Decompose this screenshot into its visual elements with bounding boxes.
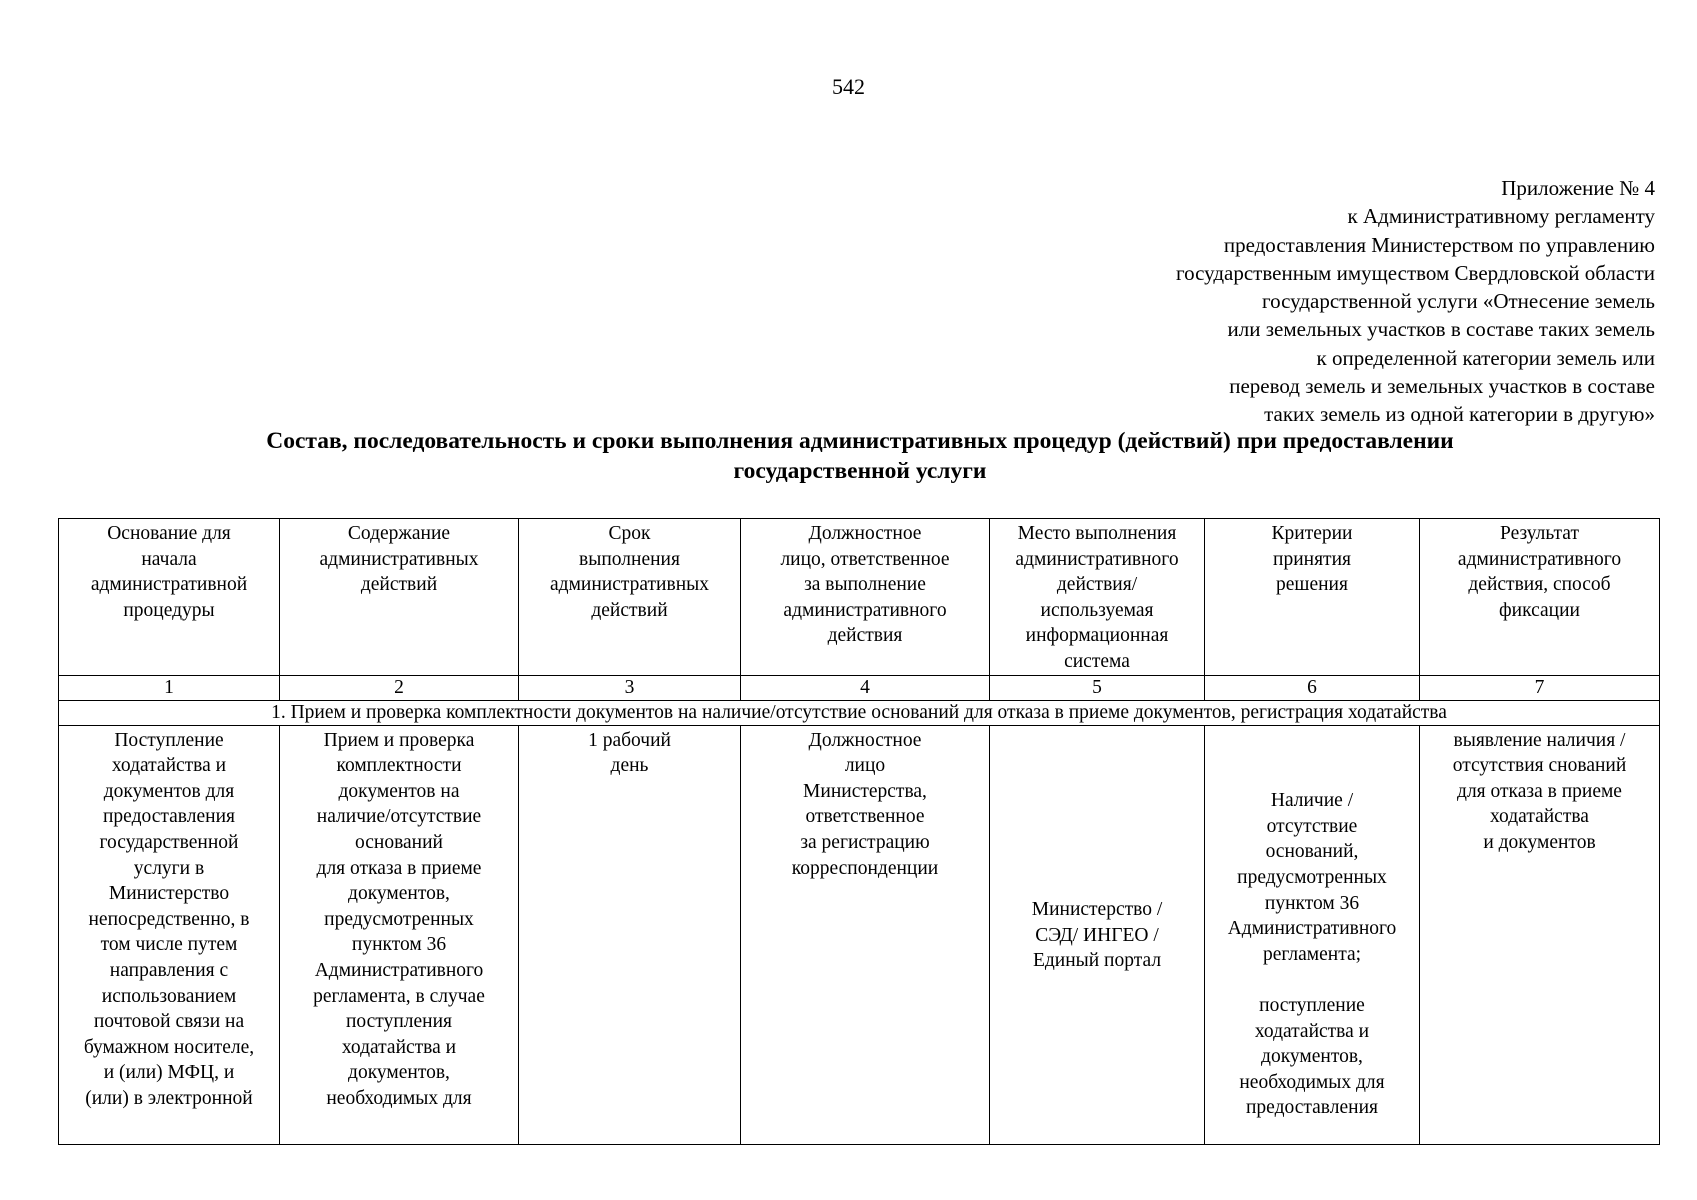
- cell-line: отсутствие: [1266, 815, 1358, 837]
- header-cell: [1205, 519, 1420, 676]
- cell-line: предоставления: [103, 806, 235, 828]
- place-cell: [990, 725, 1205, 1144]
- cell-line: Содержание: [347, 523, 451, 544]
- cell-line: для отказа в приеме: [1457, 780, 1622, 802]
- cell-line: Место выполнения: [1017, 523, 1177, 544]
- cell-line: Должностное: [808, 729, 922, 751]
- cell-line: Наличие /: [1270, 790, 1354, 812]
- cell-line: действий: [360, 574, 438, 596]
- column-number: 7: [1420, 675, 1660, 700]
- cell-line: для отказа в приеме: [316, 857, 482, 879]
- cell-line: Министерства,: [803, 780, 927, 802]
- cell-line: том числе путем: [100, 934, 238, 956]
- column-number: 5: [990, 675, 1205, 700]
- cell-line: Административного: [314, 959, 484, 981]
- column-number: 4: [741, 675, 990, 700]
- result-cell: [1420, 725, 1660, 1144]
- procedures-table: [58, 518, 1660, 1145]
- cell-line: поступление: [1259, 994, 1365, 1016]
- document-title-line1: Состав, последовательность и сроки выполнения административных процедур (действий) при предоставлении: [266, 428, 1454, 454]
- appendix-line: таких земель из одной категории в другую»: [1264, 402, 1655, 427]
- criteria-cell: [1205, 725, 1420, 1144]
- cell-line: действий: [591, 599, 668, 621]
- cell-line: Должностное: [808, 523, 922, 544]
- cell-line: Единый портал: [1032, 950, 1162, 972]
- appendix-line: к определенной категории земель или: [1316, 345, 1655, 370]
- cell-line: (или) в электронной: [85, 1087, 253, 1109]
- cell-line: принятия: [1273, 548, 1351, 570]
- cell-line: предоставления: [1246, 1097, 1378, 1119]
- page-number: 542: [832, 74, 865, 99]
- cell-line: оснований: [355, 831, 443, 853]
- cell-line: Министерство /: [1031, 899, 1163, 921]
- cell-line: Критерии: [1271, 523, 1353, 544]
- cell-line: ходатайства: [1490, 806, 1589, 828]
- official-cell: [741, 725, 990, 1144]
- section-title: 1. Прием и проверка комплектности документов на наличие/отсутствие оснований для отказа в приеме документов, регистрация ходатайства: [59, 700, 1660, 725]
- cell-line: выявление наличия /: [1453, 729, 1626, 751]
- appendix-line: или земельных участков в составе таких земель: [1227, 317, 1655, 342]
- cell-line: пунктом 36: [1264, 892, 1360, 914]
- cell-line: корреспонденции: [791, 857, 939, 879]
- header-cell: [741, 519, 990, 676]
- basis-cell: [59, 725, 280, 1144]
- cell-line: почтовой связи на: [93, 1011, 245, 1033]
- cell-line: бумажном носителе,: [83, 1036, 255, 1058]
- cell-line: регламента, в случае: [313, 985, 485, 1007]
- cell-line: ответственное: [805, 806, 925, 828]
- cell-line: Срок: [608, 523, 651, 544]
- cell-line: административной: [90, 574, 248, 596]
- cell-line: СЭД/ ИНГЕО /: [1035, 924, 1159, 946]
- cell-line: система: [1064, 650, 1130, 672]
- cell-line: и (или) МФЦ, и: [103, 1062, 235, 1084]
- appendix-line: к Административному регламенту: [1347, 204, 1655, 229]
- header-cell: [990, 519, 1205, 676]
- appendix-line: государственным имуществом Свердловской области: [1176, 260, 1655, 285]
- cell-line: 1 рабочий: [588, 729, 671, 751]
- cell-line: лицо, ответственное: [780, 548, 950, 570]
- cell-line: действия/: [1056, 574, 1138, 596]
- column-number: 2: [280, 675, 519, 700]
- cell-line: за выполнение: [804, 574, 926, 596]
- cell-line: необходимых для: [326, 1087, 472, 1109]
- cell-line: и документов: [1483, 831, 1596, 853]
- cell-line: документов,: [1261, 1046, 1363, 1068]
- cell-line: административных: [319, 548, 479, 570]
- cell-line: наличие/отсутствие: [316, 806, 482, 828]
- cell-line: начала: [141, 548, 197, 570]
- appendix-line: предоставления Министерством по управлению: [1223, 232, 1655, 257]
- cell-line: документов,: [348, 1062, 450, 1084]
- cell-line: использованием: [101, 985, 237, 1007]
- cell-line: пунктом 36: [351, 934, 447, 956]
- cell-line: день: [610, 755, 649, 777]
- cell-line: направления с: [109, 959, 229, 981]
- cell-line: Поступление: [114, 729, 224, 751]
- cell-line: необходимых для: [1239, 1071, 1385, 1093]
- cell-line: услуги в: [133, 857, 205, 879]
- cell-line: административного: [1015, 548, 1179, 570]
- table-row: [59, 725, 1660, 1144]
- appendix-block: [895, 174, 1655, 429]
- cell-line: [1211, 967, 1413, 993]
- cell-line: информационная: [1025, 625, 1169, 647]
- column-number-row: [59, 675, 1660, 700]
- cell-line: Результат: [1500, 523, 1579, 544]
- cell-line: административных: [550, 574, 709, 596]
- header-cell: [1420, 519, 1660, 676]
- cell-line: непосредственно, в: [88, 908, 250, 930]
- header-cell: [519, 519, 741, 676]
- cell-line: административного: [783, 599, 947, 621]
- cell-line: ходатайства и: [1254, 1020, 1370, 1042]
- cell-line: лицо: [844, 755, 886, 777]
- cell-line: поступления: [345, 1011, 452, 1033]
- header-row: [59, 519, 1660, 676]
- cell-line: ходатайства и: [111, 755, 227, 777]
- cell-line: действия: [827, 625, 903, 647]
- cell-line: оснований,: [1265, 841, 1359, 863]
- cell-line: Основание для: [107, 523, 231, 544]
- cell-line: за регистрацию: [800, 831, 930, 853]
- section-row: [59, 700, 1660, 725]
- column-number: 1: [59, 675, 280, 700]
- cell-line: фиксации: [1499, 599, 1580, 621]
- header-cell: [59, 519, 280, 676]
- cell-line: выполнения: [579, 548, 680, 570]
- cell-line: Административного: [1227, 918, 1397, 940]
- document-title: [60, 426, 1660, 486]
- cell-line: административного: [1457, 548, 1622, 570]
- cell-line: документов,: [348, 883, 450, 905]
- appendix-line: Приложение № 4: [1501, 176, 1655, 200]
- cell-line: предусмотренных: [1237, 866, 1387, 888]
- cell-line: Прием и проверка: [323, 729, 475, 751]
- cell-line: документов для: [103, 780, 235, 802]
- appendix-line: государственной услуги «Отнесение земель: [1262, 289, 1655, 314]
- cell-line: Министерство: [108, 883, 230, 905]
- cell-line: государственной: [99, 831, 239, 853]
- cell-line: решения: [1276, 574, 1348, 596]
- cell-line: документов на: [338, 780, 460, 802]
- cell-line: отсутствия снований: [1452, 755, 1627, 777]
- cell-line: процедуры: [123, 599, 215, 621]
- term-cell: [519, 725, 741, 1144]
- document-title-line2: государственной услуги: [733, 458, 987, 484]
- cell-line: регламента;: [1262, 943, 1362, 965]
- cell-line: ходатайства и: [341, 1036, 457, 1058]
- column-number: 3: [519, 675, 741, 700]
- appendix-line: перевод земель и земельных участков в составе: [1229, 374, 1655, 399]
- cell-line: предусмотренных: [324, 908, 474, 930]
- cell-line: используемая: [1040, 599, 1154, 621]
- cell-line: комплектности: [336, 755, 462, 777]
- cell-line: действия, способ: [1468, 574, 1611, 596]
- header-cell: [280, 519, 519, 676]
- content-cell: [280, 725, 519, 1144]
- column-number: 6: [1205, 675, 1420, 700]
